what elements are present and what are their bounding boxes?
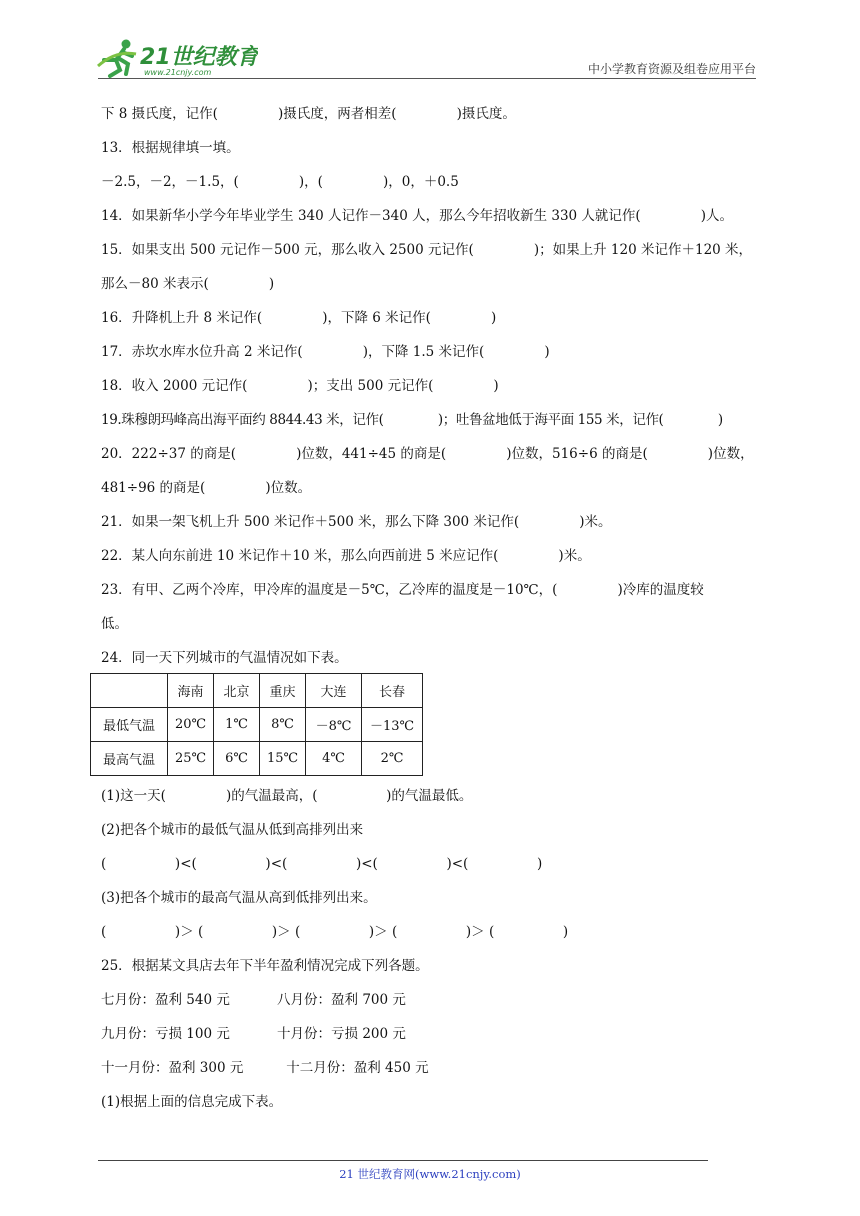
question-15-cont: 那么－80 米表示( ) bbox=[101, 276, 275, 292]
question-13: 13．根据规律填一填。 bbox=[101, 140, 240, 156]
table-cell: 最低气温 bbox=[91, 708, 168, 742]
question-18: 18．收入 2000 元记作( )；支出 500 元记作( ) bbox=[101, 378, 499, 394]
logo-url: www.21cnjy.com bbox=[144, 68, 212, 77]
profit-line: 九月份：亏损 100 元 十月份：亏损 200 元 bbox=[101, 1026, 406, 1042]
table-cell: 1℃ bbox=[214, 708, 260, 742]
table-header-cell: 北京 bbox=[214, 674, 260, 708]
table-header-cell: 长春 bbox=[362, 674, 423, 708]
profit-line: 七月份：盈利 540 元 八月份：盈利 700 元 bbox=[101, 992, 406, 1008]
text-line: 下 8 摄氏度，记作( )摄氏度，两者相差( )摄氏度。 bbox=[101, 106, 516, 122]
question-14: 14．如果新华小学今年毕业学生 340 人记作－340 人，那么今年招收新生 330 人就记作( )人。 bbox=[101, 208, 734, 224]
runner-icon bbox=[98, 40, 136, 77]
question-23-cont: 低。 bbox=[101, 616, 128, 632]
platform-name: 中小学教育资源及组卷应用平台 bbox=[587, 62, 756, 76]
question-17: 17．赤坎水库水位升高 2 米记作( )，下降 1.5 米记作( ) bbox=[101, 344, 550, 360]
table-cell: －13℃ bbox=[362, 708, 423, 742]
question-24-part-2: (2)把各个城市的最低气温从低到高排列出来 bbox=[101, 822, 364, 838]
site-logo bbox=[96, 36, 258, 78]
table-cell: 25℃ bbox=[168, 742, 214, 776]
question-16: 16．升降机上升 8 米记作( )，下降 6 米记作( ) bbox=[101, 310, 497, 326]
ordering-line-high: ( )＞ ( )＞ ( )＞ ( )＞ ( ) bbox=[101, 924, 569, 940]
sequence-line: －2.5，－2，－1.5，( )，( )，0，＋0.5 bbox=[101, 174, 459, 190]
question-24: 24．同一天下列城市的气温情况如下表。 bbox=[101, 650, 348, 666]
table-cell: 15℃ bbox=[260, 742, 306, 776]
table-cell: 20℃ bbox=[168, 708, 214, 742]
question-15: 15．如果支出 500 元记作－500 元，那么收入 2500 元记作( )；如果上升 120 米记作＋120 米， bbox=[101, 242, 753, 258]
question-25: 25．根据某文具店去年下半年盈利情况完成下列各题。 bbox=[101, 958, 429, 974]
profit-line: 十一月份：盈利 300 元 十二月份：盈利 450 元 bbox=[101, 1060, 429, 1076]
header-divider bbox=[98, 78, 756, 79]
table-cell: 8℃ bbox=[260, 708, 306, 742]
question-24-part-3: (3)把各个城市的最高气温从高到低排列出来。 bbox=[101, 890, 377, 906]
table-header-cell: 大连 bbox=[306, 674, 362, 708]
table-cell: 6℃ bbox=[214, 742, 260, 776]
table-header-cell: 重庆 bbox=[260, 674, 306, 708]
footer-text: 21 世纪教育网(www.21cnjy.com) bbox=[339, 1167, 521, 1181]
table-cell: －8℃ bbox=[306, 708, 362, 742]
table-row bbox=[91, 742, 423, 776]
question-21: 21．如果一架飞机上升 500 米记作＋500 米，那么下降 300 米记作( )米。 bbox=[101, 514, 612, 530]
question-23: 23．有甲、乙两个冷库，甲冷库的温度是－5℃，乙冷库的温度是－10℃，( )冷库的温度较 bbox=[101, 582, 704, 598]
ordering-line-low: ( )<( )<( )<( )<( ) bbox=[101, 856, 543, 872]
table-cell: 最高气温 bbox=[91, 742, 168, 776]
footer-divider bbox=[98, 1160, 708, 1161]
table-cell: 4℃ bbox=[306, 742, 362, 776]
question-20: 20．222÷37 的商是( )位数，441÷45 的商是( )位数，516÷6 的商是( )位数， bbox=[101, 446, 754, 462]
question-19: 19.珠穆朗玛峰高出海平面约 8844.43 米，记作( )；吐鲁盆地低于海平面 155 米，记作( ) bbox=[101, 412, 723, 428]
logo-text: 21世纪教育 bbox=[140, 45, 258, 70]
table-cell: 2℃ bbox=[362, 742, 423, 776]
temperature-table bbox=[90, 673, 423, 776]
table-header-cell: 海南 bbox=[168, 674, 214, 708]
question-25-part-1: (1)根据上面的信息完成下表。 bbox=[101, 1094, 283, 1110]
question-20-cont: 481÷96 的商是( )位数。 bbox=[101, 480, 312, 496]
table-header-cell bbox=[91, 674, 168, 708]
question-22: 22．某人向东前进 10 米记作＋10 米，那么向西前进 5 米应记作( )米。 bbox=[101, 548, 591, 564]
table-row bbox=[91, 708, 423, 742]
question-24-part-1: (1)这一天( )的气温最高，( )的气温最低。 bbox=[101, 788, 473, 804]
table-header-row bbox=[91, 674, 423, 708]
